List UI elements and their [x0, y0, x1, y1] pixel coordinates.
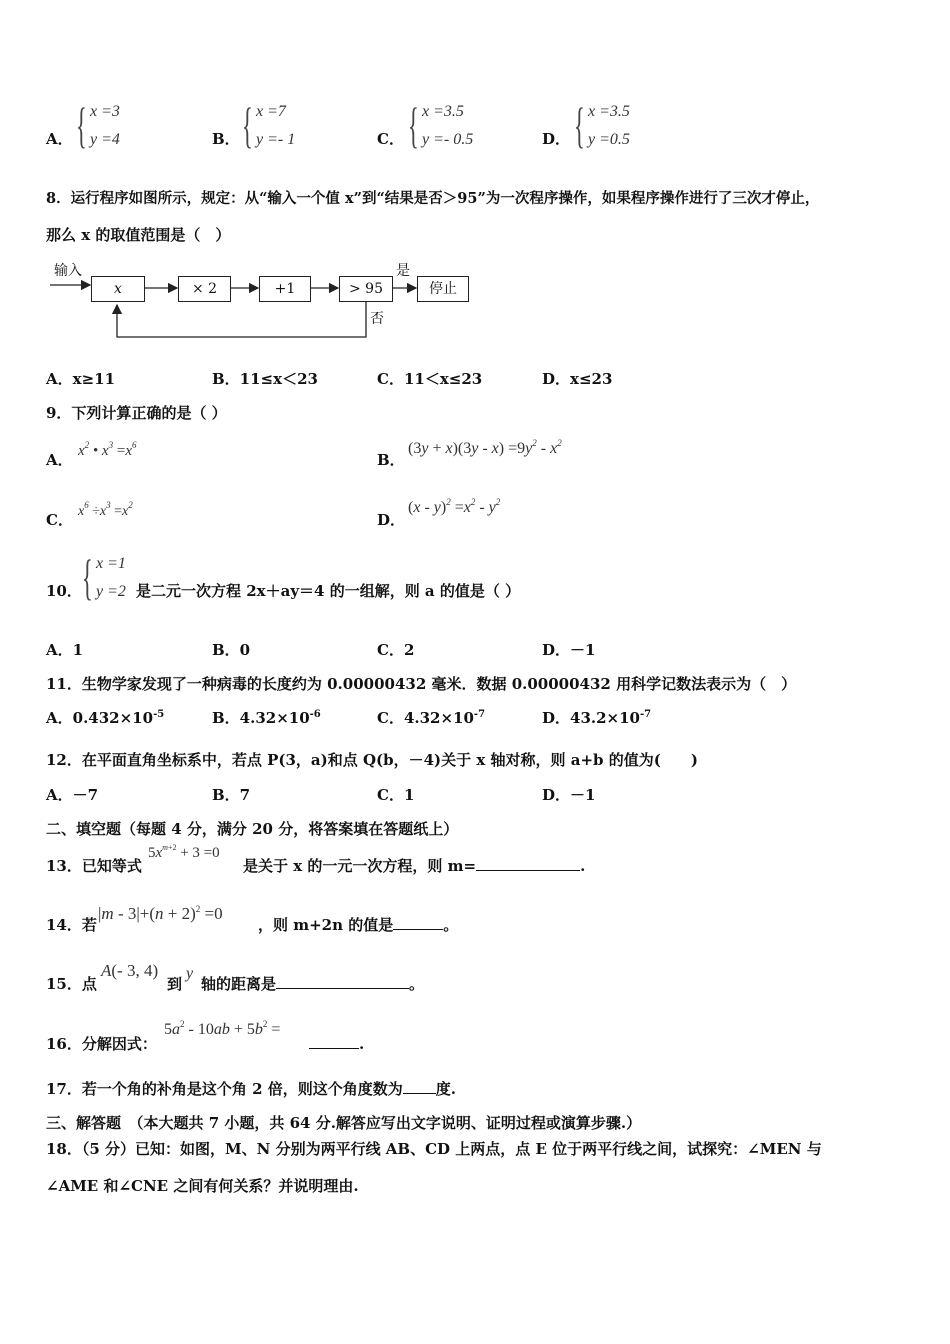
q9-option-b-formula: $(3y + x)(3y - x) =9y^2 - x^2$ [408, 438, 562, 457]
q10-text: 是二元一次方程 2x＋ay＝4 的一组解，则 a 的值是（ ） [136, 582, 521, 600]
q14-formula: $|m - 3|+(n + 2)^2 =0$ [98, 904, 223, 923]
q15-point-formula: A(- 3, 4) [101, 961, 159, 980]
q16-prefix: 16．分解因式： [46, 1035, 157, 1053]
q9-option-a-label: A． [46, 451, 73, 469]
q9-option-a-formula: $x^2$ • $x^3 =x^6$ [78, 440, 137, 459]
q7-option-b-label: B． [212, 130, 240, 148]
q10-eq2: y =2 [96, 583, 126, 600]
flowchart-no-label: 否 [370, 311, 384, 327]
q7-b-eq2: y =- 1 [256, 131, 296, 148]
q15-prefix: 15．点 [46, 975, 97, 993]
q15-suffix: 轴的距离是 。 [201, 975, 425, 993]
flowchart-input-label: 输入 [54, 263, 82, 279]
flowchart-box-stop: 停止 [417, 276, 469, 302]
q9-option-c-label: C． [46, 511, 73, 529]
q10-option-b: B．0 [212, 641, 251, 659]
q7-a-eq1: x =3 [90, 103, 120, 120]
q8-option-a: A．x≥11 [46, 370, 116, 388]
q9-option-c-formula: $x^6 \div x^3 =x^2$ [78, 500, 133, 519]
q9-option-d-label: D． [377, 511, 406, 529]
q15-middle: 到 [167, 975, 183, 993]
q15-axis-y: y [186, 965, 194, 982]
q7-option-d-label: D． [542, 130, 571, 148]
q16-formula: $5a^2 - 10ab + 5b^2$ = [164, 1019, 281, 1038]
section3-heading: 三、解答题 （本大题共 7 小题，共 64 分.解答应写出文字说明、证明过程或演算步骤.） [46, 1114, 642, 1132]
q16-answer-blank: . [309, 1033, 364, 1053]
q10-number: 10． [46, 582, 82, 600]
q8-option-d: D．x≤23 [542, 370, 613, 388]
q12-option-d: D．－1 [542, 786, 596, 804]
q10-eq1: x =1 [96, 555, 126, 572]
q18-line1: 18．（5 分）已知：如图，M、N 分别为两平行线 AB、CD 上两点，点 E 位于两平行线之间，试探究：∠MEN 与 [46, 1140, 822, 1158]
q7-c-eq1: x =3.5 [422, 103, 464, 120]
q11-option-c: C．$4.32\times 10^{-7}$ [377, 709, 486, 727]
q11-option-a: A．$0.432\times 10^{-5}$ [46, 709, 165, 727]
q7-b-eq1: x =7 [256, 103, 286, 120]
q12-text: 12．在平面直角坐标系中，若点 P(3，a)和点 Q(b，－4)关于 x 轴对称，则 a+b 的值为( ) [46, 751, 698, 769]
q7-d-eq1: x =3.5 [588, 103, 630, 120]
q11-option-d: D．$43.2\times 10^{-7}$ [542, 709, 652, 727]
q13-prefix: 13．已知等式 [46, 857, 142, 875]
flowchart-box-compare: > 95 [339, 276, 393, 302]
flowchart-yes-label: 是 [396, 263, 410, 279]
flowchart-box-add: +1 [259, 276, 311, 302]
q9-text: 9．下列计算正确的是（ ） [46, 404, 227, 422]
q8-flowchart [46, 258, 486, 344]
section2-heading: 二、填空题（每题 4 分，满分 20 分，将答案填在答题纸上） [46, 820, 459, 838]
q18-line2: ∠AME 和∠CNE 之间有何关系？并说明理由. [46, 1177, 359, 1195]
q7-option-c-label: C． [377, 130, 404, 148]
q8-text-line2: 那么 x 的取值范围是（ ） [46, 226, 231, 244]
q8-text-line1: 8．运行程序如图所示，规定：从“输入一个值 x”到“结果是否＞95”为一次程序操作，如果程序操作进行了三次才停止， [46, 190, 820, 207]
q9-option-b-label: B． [377, 451, 405, 469]
q10-option-c: C．2 [377, 641, 415, 659]
q12-option-b: B．7 [212, 786, 251, 804]
q13-formula: $5x^{m+2} + 3 =0$ [148, 843, 220, 861]
q7-d-eq2: y =0.5 [588, 131, 630, 148]
q14-prefix: 14．若 [46, 916, 97, 934]
q13-suffix: 是关于 x 的一元一次方程，则 m= . [243, 857, 586, 875]
q7-a-eq2: y =4 [90, 131, 120, 148]
flowchart-box-multiply: × 2 [178, 276, 231, 302]
q9-option-d-formula: $(x - y)^2 =x^2 - y^2$ [408, 497, 501, 516]
q12-option-a: A．－7 [46, 786, 99, 804]
q7-option-a-label: A． [46, 130, 73, 148]
q7-c-eq2: y =- 0.5 [422, 131, 474, 148]
q10-option-a: A．1 [46, 641, 84, 659]
q12-option-c: C．1 [377, 786, 415, 804]
flowchart-box-x: x [91, 276, 145, 302]
q11-option-b: B．$4.32\times 10^{-6}$ [212, 709, 321, 727]
q17-text: 17．若一个角的补角是这个角 2 倍，则这个角度数为 度. [46, 1080, 456, 1098]
q11-text: 11．生物学家发现了一种病毒的长度约为 0.00000432 毫米．数据 0.00000432 用科学记数法表示为（ ） [46, 675, 797, 693]
q8-option-c: C．11＜x≤23 [377, 370, 483, 388]
q14-suffix: ，则 m+2n 的值是 。 [258, 916, 459, 934]
q10-option-d: D．－1 [542, 641, 596, 659]
q8-option-b: B．11≤x＜23 [212, 370, 318, 388]
